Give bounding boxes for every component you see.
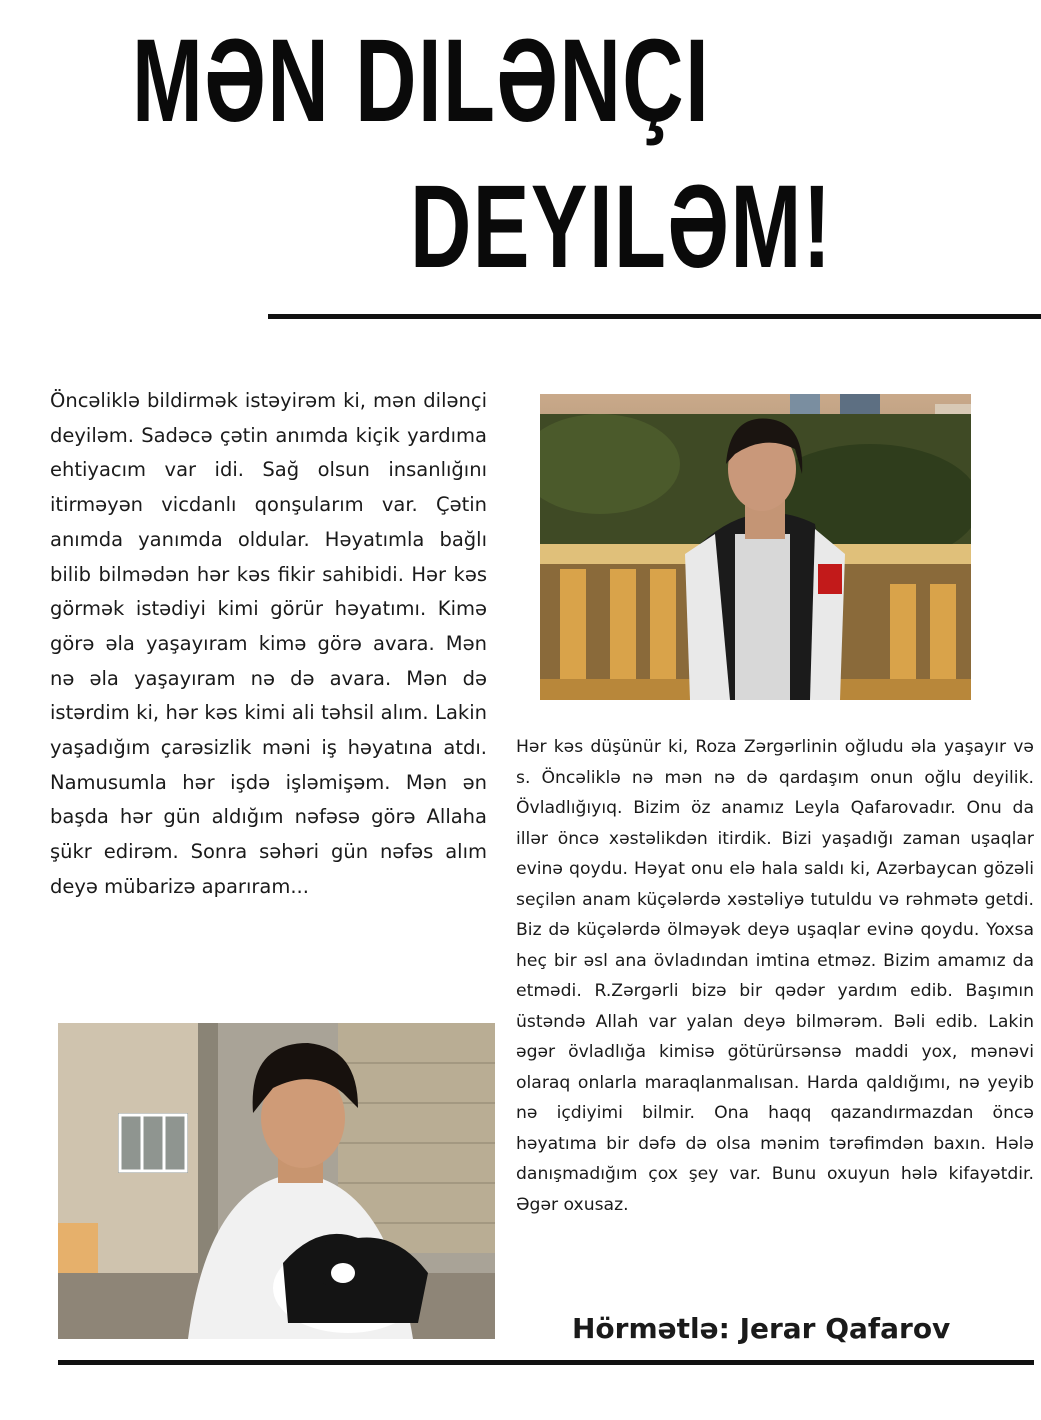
article-left-paragraph: Öncəliklə bildirmək istəyirəm ki, mən dilənçi deyiləm. Sadəcə çətin anımda kiçik yardıma ehtiyacım var idi. Sağ olsun insanlığını itirməyən vicdanlı qonşularım var. Çətin anımda yanımda oldular. Həyatımla bağlı bilib bilmədən hər kəs fikir sahibidi. Hər kəs görmək istədiyi kimi görür həyatımı. Kimə görə əla yaşayıram kimə görə avara. Mən nə əla yaşayıram nə də avara. Mən də istərdim ki, hər kəs kimi ali təhsil alım. Lakin yaşadığım çarəsizlik məni iş həyatına atdı. Namusumla hər işdə işləmişəm. Mən ən başda hər gün aldığım nəfəsə görə Allaha şükr edirəm. Sonra səhəri gün nəfəs alım deyə mübarizə aparıram... bbox=[50, 389, 487, 898]
headline-line-2: DEYILƏM! bbox=[410, 161, 833, 293]
headline-line-1: MƏN DILƏNÇI bbox=[132, 15, 711, 147]
top-divider bbox=[268, 314, 1041, 319]
article-right-paragraph: Hər kəs düşünür ki, Roza Zərgərlinin oğludu əla yaşayır və s. Öncəliklə nə mən nə də qardaşım onun oğlu deyilik. Övladlığıyıq. Bizim öz anamız Leyla Qafarovadır. Onu da illər öncə xəstəlikdən itirdik. Bizi yaşadığı zaman uşaqlar evinə qoydu. Həyat onu elə hala saldı ki, Azərbaycan gözəli seçilən anam küçələrdə xəstəliyə tutuldu və rəhmətə getdi. Biz də küçələrdə ölməyək deyə uşaqlar evinə qoydu. Yoxsa heç bir əsl ana övladından imtina etməz. Bizim amamız da etmədi. R.Zərgərli bizə bir qədər yardım edib. Başımın üstəndə Allah var yalan deyə bilmərəm. Bəli edib. Lakin əgər övladlığa kimisə götürürsənsə maddi yox, mənəvi olaraq onlarla maraqlanmalısan. Harda qaldığımı, nə yeyib nə içdiyimi bilmir. Ona haqq qazandırmazdan öncə həyatıma bir dəfə də olsa mənim tərəfimdən baxın. Hələ danışmadığım çox şey var. Bunu oxuyun hələ kifayətdir. Əgər oxusaz. bbox=[516, 737, 1034, 1215]
portrait-with-cat-photo bbox=[58, 1023, 495, 1339]
bottom-divider bbox=[58, 1360, 1034, 1365]
portrait-photo bbox=[540, 394, 971, 700]
signature: Hörmətlə: Jerar Qafarov bbox=[572, 1312, 951, 1345]
